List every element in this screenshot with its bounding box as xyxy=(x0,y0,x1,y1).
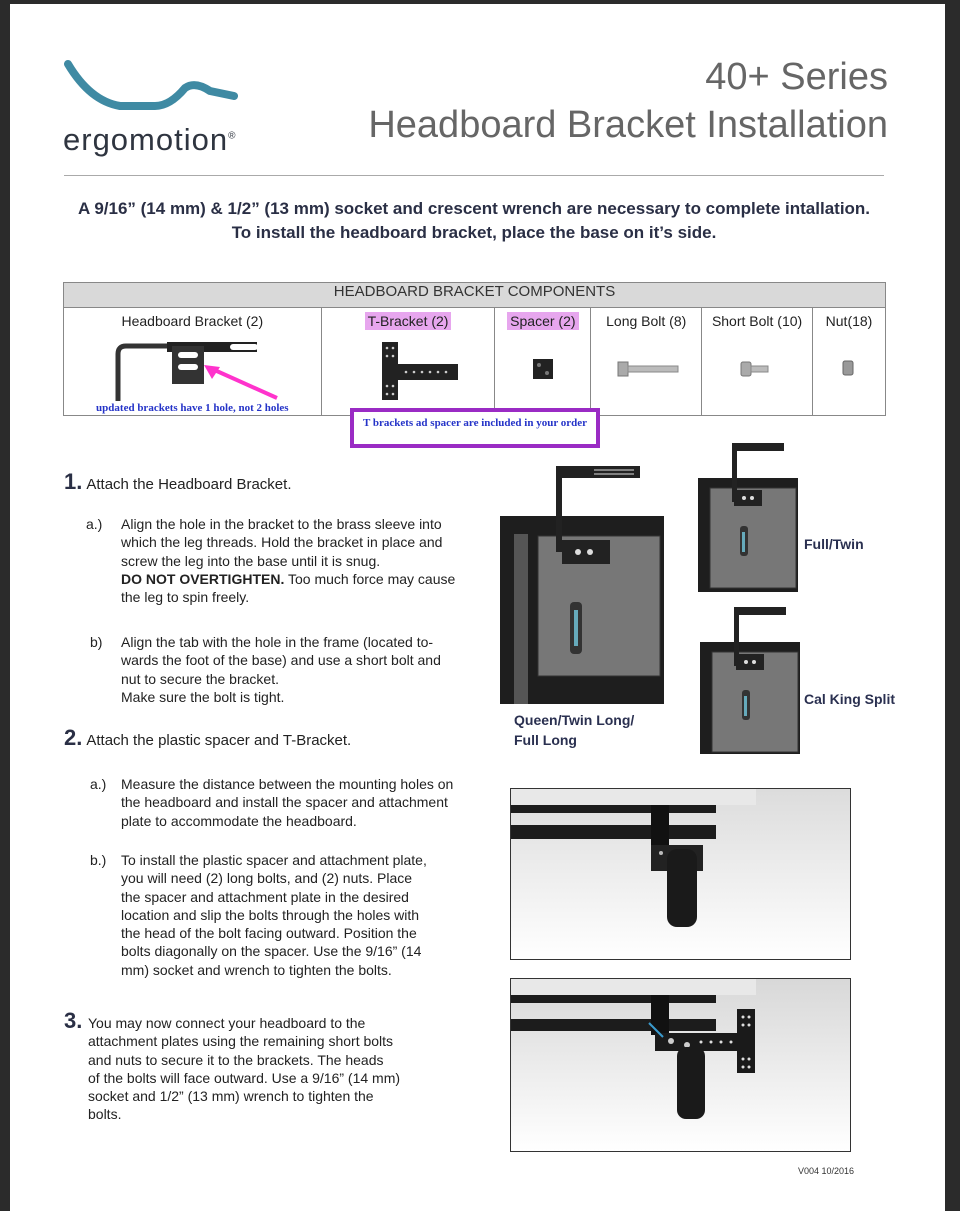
updated-bracket-note: updated brackets have 1 hole, not 2 holes xyxy=(96,402,289,414)
step-1b: b) Align the tab with the hole in the frame (located to- wards the foot of the base) and use a short bolt and nut to secure the bracket. Make sure the bolt is tight. xyxy=(90,634,441,705)
full-twin-bracket-diagram xyxy=(696,440,800,595)
step-3: 3. You may now connect your headboard to the attachment plates using the remaining short bolts and nuts to secure it to the brackets. The heads of the bolts will face outward. Use a 9/16” (14 mm) socket and 1/2” (13 mm) wrench to tighten the bolts. xyxy=(64,1008,401,1123)
document-page xyxy=(10,4,945,1211)
brand-logo: ergomotion® xyxy=(63,122,237,157)
step-1a: a.) Align the hole in the bracket to the brass sleeve into which the leg threads. Hold the bracket in place and screw the leg into the base until it is snug. DO NOT OVERTIGHTEN. Too much force may cause the leg to spin freely. xyxy=(86,516,456,606)
component-short-bolt: Short Bolt (10) xyxy=(702,308,813,416)
components-table xyxy=(63,282,886,416)
logo-swoosh-icon xyxy=(60,56,240,116)
queen-bracket-diagram xyxy=(498,460,668,706)
series-title: 40+ Series xyxy=(705,56,888,98)
component-headboard-bracket: Headboard Bracket (2) updated brackets have 1 hole, not 2 holes xyxy=(64,308,322,416)
cal-king-label: Cal King Split xyxy=(804,691,895,707)
cal-king-bracket-diagram xyxy=(698,604,802,756)
short-bolt-icon xyxy=(740,360,770,378)
page-title: Headboard Bracket Installation xyxy=(368,104,888,146)
component-t-bracket: T-Bracket (2) xyxy=(321,308,495,416)
version-footer: V004 10/2016 xyxy=(798,1166,855,1176)
included-note-box: T brackets ad spacer are included in your order xyxy=(350,408,600,448)
nut-icon xyxy=(842,360,854,376)
step-1-heading: 1. Attach the Headboard Bracket. xyxy=(64,469,292,494)
intro-text: A 9/16” (14 mm) & 1/2” (13 mm) socket and crescent wrench are necessary to complete intallation. To install the headboard bracket, place the base on it’s side. xyxy=(77,199,871,242)
headboard-bracket-icon xyxy=(112,336,312,406)
component-spacer: Spacer (2) xyxy=(495,308,591,416)
component-nut: Nut(18) xyxy=(813,308,886,416)
spacer-icon xyxy=(532,358,554,380)
components-heading: HEADBOARD BRACKET COMPONENTS xyxy=(64,283,886,308)
full-twin-label: Full/Twin xyxy=(804,536,864,552)
component-long-bolt: Long Bolt (8) xyxy=(591,308,702,416)
long-bolt-icon xyxy=(617,360,679,378)
spacer-install-photo xyxy=(510,788,851,960)
t-bracket-icon xyxy=(380,342,460,402)
headboard-attach-photo xyxy=(510,978,851,1152)
step-2b: b.) To install the plastic spacer and attachment plate, you will need (2) long bolts, and (2) nuts. Place the spacer and attachment plate in the desired location and slip the bolts through the holes with the head of the bolt facing outward. Position the bolts diagonally on the spacer. Use the 9/16” (14 mm) socket and wrench to tighten the bolts. xyxy=(90,852,427,978)
step-2-heading: 2. Attach the plastic spacer and T-Bracket. xyxy=(64,725,352,750)
queen-label: Queen/Twin Long/ Full Long xyxy=(514,712,635,748)
header-divider xyxy=(64,175,884,176)
step-2a: a.) Measure the distance between the mounting holes on the headboard and install the spacer and attachment plate to accommodate the headboard. xyxy=(90,776,454,829)
